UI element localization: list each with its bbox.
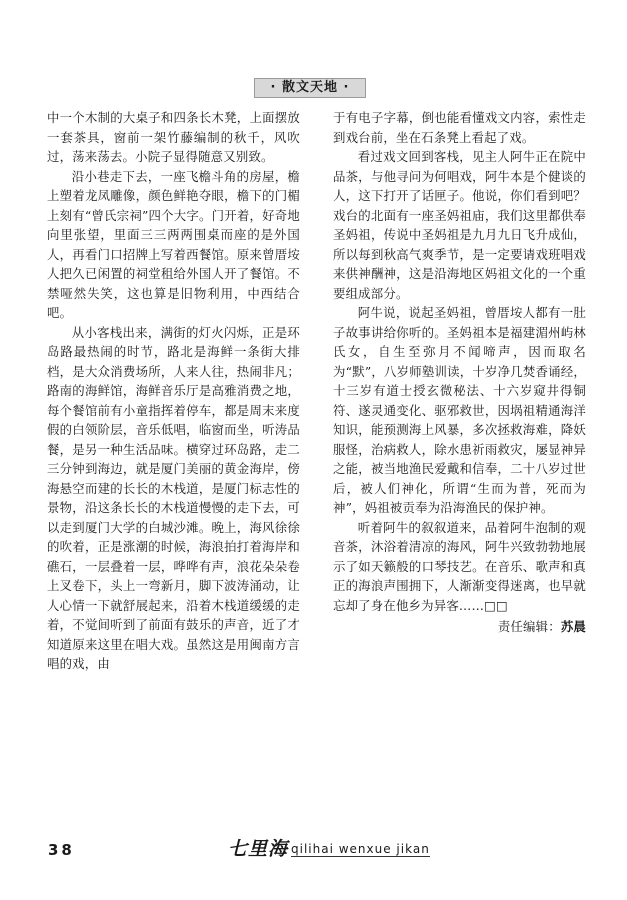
paragraph: 阿牛说，说起圣妈祖，曾厝垵人都有一肚子故事讲给你听的。圣妈祖本是福建湄州屿林氏女，自生至弥月不闻啼声，因而取名为“默”，八岁师塾训读，十岁净几焚香诵经，十三岁有道士授玄微秘法、十六岁窥井得铜符、遂灵通变化、驱邪救世，因埚祖精通海洋知识，能预测海上风暴，多次拯救海难，降妖服怪，治病救人，除水患祈雨救灾，屡显神异之能，被当地渔民爱戴和信奉，二十八岁过世后，被人们神化，所谓“生而为普，死而为神”，妈祖被贡奉为沿海渔民的保护神。 bbox=[333, 305, 586, 515]
section-banner bbox=[254, 78, 366, 98]
magazine-pinyin-title: qilihai wenxue jikan bbox=[291, 842, 430, 856]
paragraph: 听着阿牛的叙叙道来，品着阿牛泡制的观音茶，沐浴着清凉的海风，阿牛兴致勃勃地展示了如天籁般的口琴技艺。在音乐、歌声和真正的海浪声围拥下，人渐渐变得迷离，也早就忘却了身在他乡为异客……□□ bbox=[333, 519, 586, 613]
paragraph: 从小客栈出来，满街的灯火闪烁，正是环岛路最热闹的时节，路北是海鲜一条街大排档，是大众消费场所，人来人往，热闹非凡；路南的海鲜馆，海鲜音乐厅是高雅消费之地，每个餐馆前有小童指挥着停车，都是周末来度假的白领阶层，音乐低唱，临窗而坐，听涛品餐，是另一种生活品味。横穿过环岛路，走二三分钟到海边，就是厦门美丽的黄金海岸，傍海悬空而建的长长的木栈道，是厦门标志性的景物，沿这条长长的木栈道慢慢的走下去，可以走到厦门大学的白城沙滩。晚上，海风徐徐的吹着，正是涨潮的时候，海浪拍打着海岸和礁石，一层叠着一层，哗哗有声，浪花朵朵卷上叉卷下，头上一弯新月，脚下波涛涌动，让人心情一下就舒展起来，沿着木栈道缓缓的走着，不觉间听到了前面有鼓乐的声音，近了才知道原来这里在唱大戏。虽然这是用闽南方言唱的戏，由 bbox=[47, 324, 300, 671]
banner-dot-right: · bbox=[343, 80, 350, 95]
page-number: 38 bbox=[48, 841, 75, 859]
paragraph: 于有电子字幕，倒也能看懂戏文内容，索性走到戏台前，坐在石条凳上看起了戏。 bbox=[333, 110, 586, 145]
paragraph: 中一个木制的大桌子和四条长木凳，上面摆放一套茶具，窗前一架竹藤编制的秋千，风吹过，荡来荡去。小院子显得随意又别致。 bbox=[47, 110, 300, 164]
editor-credit bbox=[333, 617, 586, 637]
article-column-right bbox=[333, 108, 586, 637]
banner-dot-left: · bbox=[270, 80, 277, 95]
editor-name: 苏晨 bbox=[560, 619, 586, 634]
article-column-left bbox=[47, 108, 300, 674]
editor-label: 责任编辑： bbox=[497, 619, 561, 634]
paragraph: 看过戏文回到客栈，见主人阿牛正在院中品茶，与他寻问为何唱戏，阿牛本是个健谈的人，这下打开了话匣子。他说，你们看到吧？戏台的北面有一座圣妈祖庙，我们这里都供奉圣妈祖，传说中圣妈祖是九月九日飞升成仙，所以每到秋高气爽季节，是一定要请戏班唱戏来供神酬神，这是沿海地区妈祖文化的一个重要组成部分。 bbox=[333, 149, 586, 301]
magazine-logo: 七里海 bbox=[228, 838, 289, 860]
paragraph: 沿小巷走下去，一座飞檐斗角的房屋，檐上塑着龙凤雕像，颜色鲜艳夺眼，檐下的门楣上刻有“曾氏宗祠”四个大字。门开着，好奇地向里张望，里面三三两两围桌而座的是外国人，再看门口招牌上写着西餐馆。原来曾厝垵人把久已闲置的祠堂租给外国人开了餐馆。不禁哑然失笑，这也算是旧物利用，中西结合吧。 bbox=[47, 168, 300, 320]
section-title: 散文天地 bbox=[281, 80, 338, 95]
